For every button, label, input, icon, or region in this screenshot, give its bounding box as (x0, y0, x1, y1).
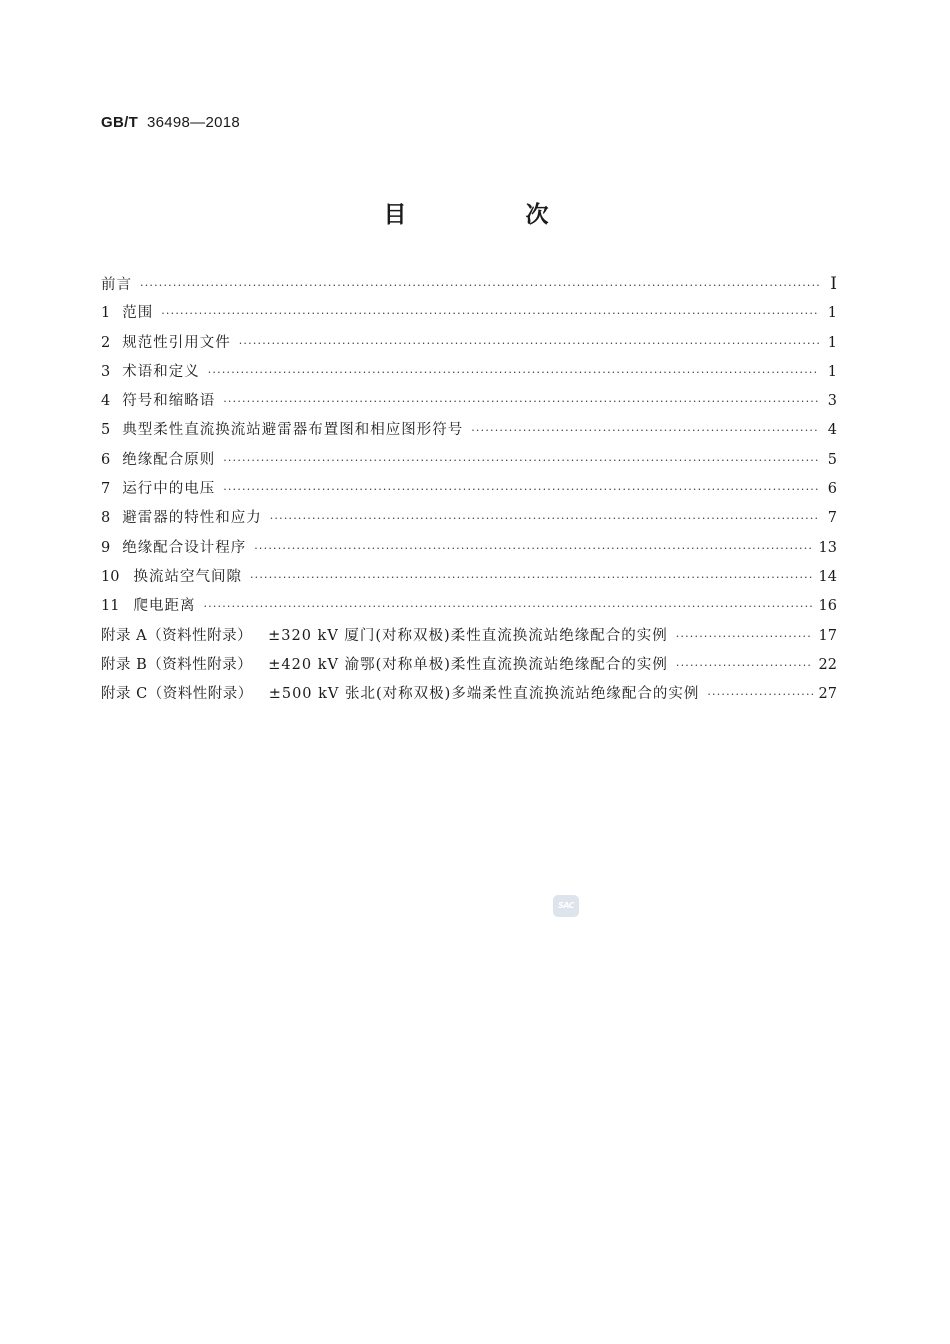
dot-leader (676, 651, 813, 680)
toc-entry-label: ±420 kV 渝鄂(对称单极)柔性直流换流站绝缘配合的实例 (268, 656, 668, 673)
dot-leader (140, 271, 819, 300)
toc-entry-appendix-b[interactable] (101, 651, 837, 680)
toc-entry-page: Ⅰ (830, 274, 837, 294)
toc-entry-label: 符号和缩略语 (122, 393, 216, 410)
toc-entry-label: 范围 (122, 305, 154, 322)
toc-entry-page: 14 (818, 568, 837, 585)
appendix-tag: 附录 A（资料性附录） (101, 627, 253, 644)
toc-entry-number: 3 (101, 363, 111, 380)
toc-entry-page: 1 (827, 363, 837, 380)
toc-entry-number: 1 (101, 305, 111, 322)
toc-entry-9[interactable] (101, 534, 837, 563)
standard-code-number: 36498—2018 (146, 114, 241, 131)
toc-entry-page: 6 (827, 481, 837, 498)
toc-entry-5[interactable] (101, 416, 837, 445)
dot-leader (208, 358, 819, 387)
toc-entry-2[interactable] (101, 329, 837, 358)
dot-leader (239, 329, 819, 358)
dot-leader (471, 416, 819, 445)
toc-entry-label: 术语和定义 (122, 363, 200, 380)
toc-entry-page: 17 (818, 627, 837, 644)
toc-entry-label: 前言 (101, 277, 132, 293)
toc-entry-label: 避雷器的特性和应力 (122, 510, 262, 527)
toc-entry-label: ±320 kV 厦门(对称双极)柔性直流换流站绝缘配合的实例 (268, 627, 668, 644)
toc-entry-1[interactable] (101, 299, 837, 328)
toc-entry-3[interactable] (101, 358, 837, 387)
appendix-tag: 附录 C（资料性附录） (101, 686, 253, 703)
toc-entry-appendix-c[interactable] (101, 680, 837, 709)
toc-entry-label: 规范性引用文件 (122, 334, 231, 351)
toc-entry-number: 11 (101, 598, 120, 615)
appendix-tag: 附录 B（资料性附录） (101, 656, 253, 673)
table-of-contents (101, 270, 837, 709)
toc-entry-number: 2 (101, 334, 111, 351)
dot-leader (203, 592, 812, 621)
toc-entry-number: 4 (101, 393, 111, 410)
dot-leader (161, 299, 819, 328)
toc-entry-page: 27 (818, 686, 837, 703)
toc-entry-7[interactable] (101, 475, 837, 504)
toc-entry-page: 3 (827, 393, 837, 410)
toc-entry-number: 5 (101, 422, 111, 439)
toc-entry-label: 运行中的电压 (122, 481, 216, 498)
toc-entry-label: 绝缘配合设计程序 (122, 539, 247, 556)
dot-leader (254, 534, 812, 563)
toc-entry-label: 绝缘配合原则 (122, 451, 216, 468)
toc-entry-label: ±500 kV 张北(对称双极)多端柔性直流换流站绝缘配合的实例 (268, 686, 700, 703)
dot-leader (223, 387, 819, 416)
standard-code (101, 114, 240, 131)
toc-entry-label: 典型柔性直流换流站避雷器布置图和相应图形符号 (122, 422, 464, 439)
toc-entry-label: 换流站空气间隙 (133, 568, 242, 585)
dot-leader (707, 680, 812, 709)
toc-entry-8[interactable] (101, 504, 837, 533)
page-title: 目 次 (383, 202, 597, 228)
toc-entry-page: 5 (827, 451, 837, 468)
dot-leader (250, 563, 813, 592)
toc-entry-6[interactable] (101, 446, 837, 475)
toc-entry-number: 7 (101, 481, 111, 498)
toc-entry-number: 9 (101, 539, 111, 556)
toc-entry-number: 10 (101, 568, 120, 585)
toc-entry-appendix-a[interactable] (101, 622, 837, 651)
toc-entry-number: 6 (101, 451, 111, 468)
toc-entry-page: 7 (827, 510, 837, 527)
toc-entry-10[interactable] (101, 563, 837, 592)
toc-entry-number: 8 (101, 510, 111, 527)
toc-entry-page: 22 (818, 656, 837, 673)
toc-entry-4[interactable] (101, 387, 837, 416)
toc-entry-page: 4 (827, 422, 837, 439)
standard-code-prefix: GB/T (101, 114, 139, 131)
toc-entry-page: 1 (827, 305, 837, 322)
toc-entry-label: 爬电距离 (133, 598, 196, 615)
toc-entry-page: 16 (818, 598, 837, 615)
sac-watermark-logo: SAC (553, 895, 579, 917)
dot-leader (223, 446, 819, 475)
toc-entry-page: 1 (827, 334, 837, 351)
toc-entry-11[interactable] (101, 592, 837, 621)
dot-leader (676, 622, 813, 651)
toc-entry-foreword[interactable] (101, 270, 837, 299)
toc-entry-page: 13 (818, 539, 837, 556)
dot-leader (270, 504, 819, 533)
dot-leader (223, 475, 819, 504)
